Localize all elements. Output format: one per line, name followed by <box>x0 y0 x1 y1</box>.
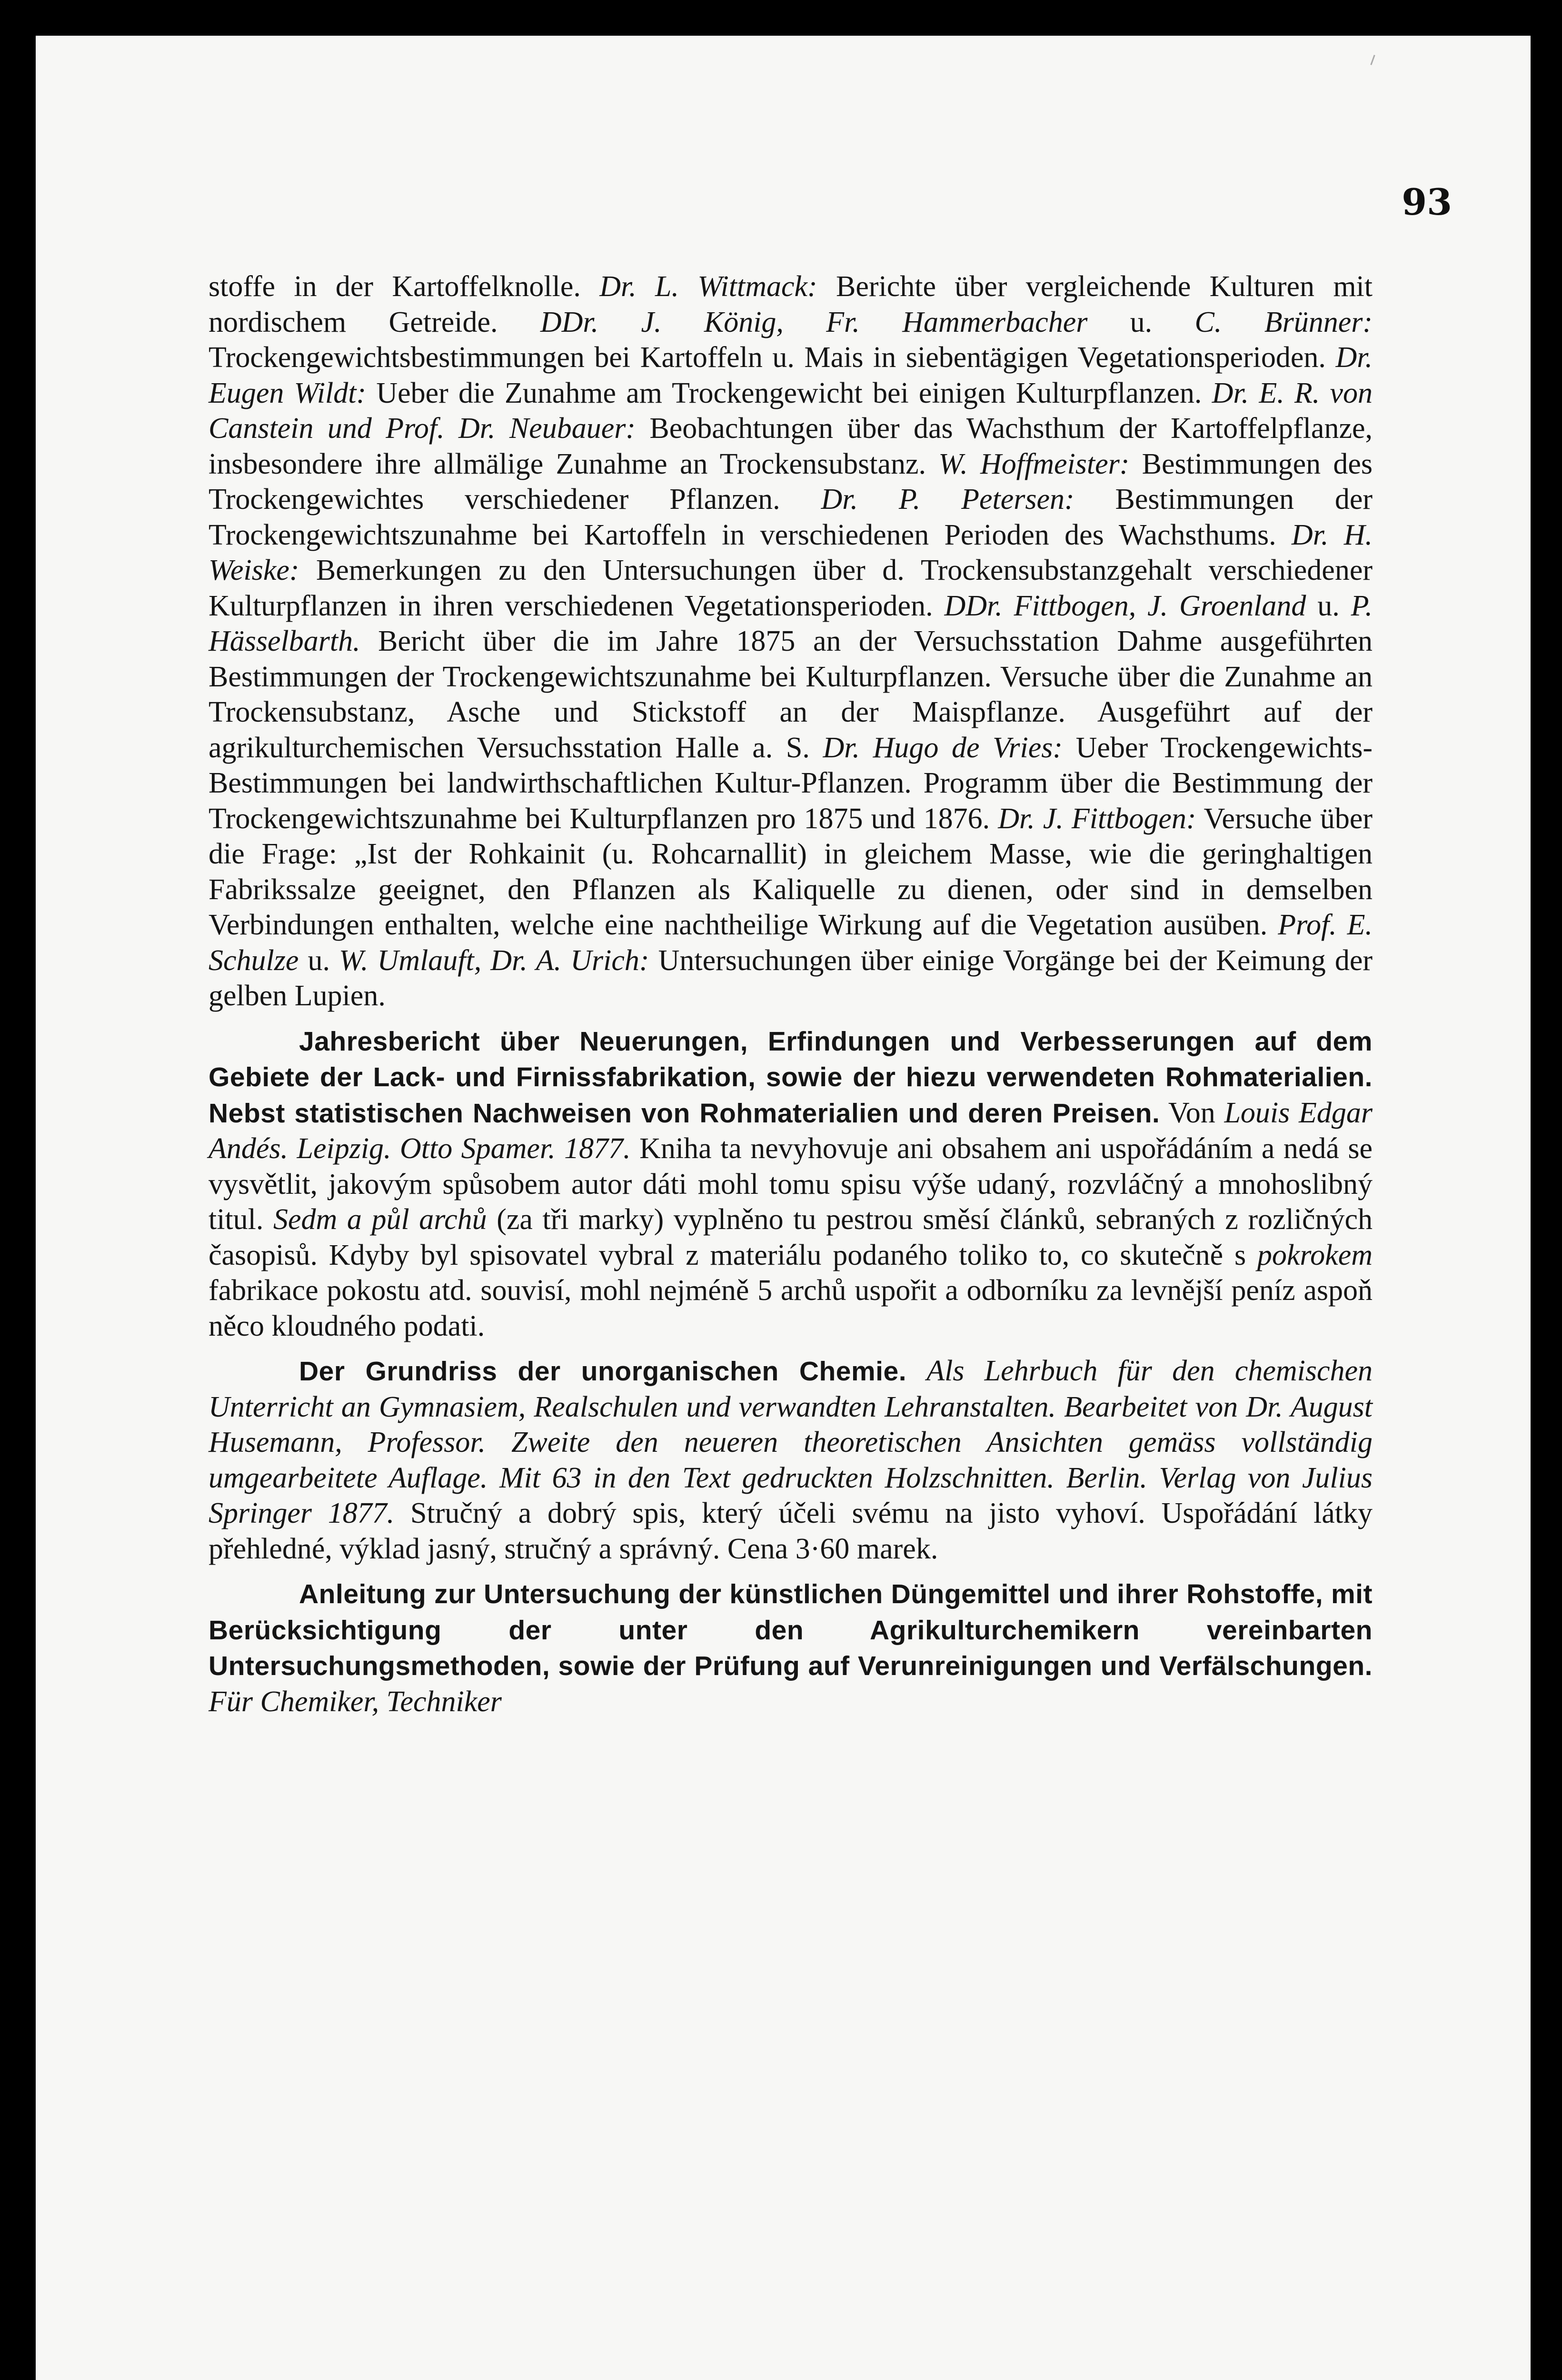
italic-text: Dr. E. R. von Canstein und Prof. Dr. Neubauer: <box>209 377 1373 445</box>
italic-text: Prof. E. Schulze <box>209 909 1373 977</box>
italic-text: Dr. P. Petersen: <box>821 483 1074 516</box>
italic-text: W. Hoffmeister: <box>938 447 1130 480</box>
italic-text: Dr. L. Wittmack: <box>599 270 817 303</box>
body-text: Von <box>1160 1096 1224 1129</box>
body-text: Bericht über die im Jahre 1875 an der Versuchsstation Dahme ausgeführten Bestimmungen der Trockengewichtszunahme bei Kulturpflanzen. Versuche über die Zunahme an Trockensubstanz, Asche und Stickstoff an der Maispflanze. Ausgeführt auf der agrikulturchemischen Versuchsstation Halle a. S. <box>209 625 1373 764</box>
margin-mark <box>1370 55 1375 65</box>
italic-text: Sedm a půl archů <box>273 1203 487 1236</box>
book-page <box>36 36 1531 2380</box>
body-text: u. <box>1087 306 1195 338</box>
bold-title-text: Anleitung zur Untersuchung der künstlichen Düngemittel und ihrer Rohstoffe, mit Berücksichtigung der unter den Agrikulturchemikern vereinbarten Untersuchungsmethoden, sowie der Prüfung auf Verunreinigungen und Verfälschungen. <box>209 1579 1373 1681</box>
body-text: Versuche über die Frage: „Ist der Rohkainit (u. Rohcarnallit) in gleichem Masse, wie die geringhaltigen Fabrikssalze geeignet, den Pflanzen als Kaliquelle zu dienen, oder sind in demselben Verbindungen enthalten, welche eine nachtheilige Wirkung auf die Vegetation ausüben. <box>209 802 1373 941</box>
body-text: Bestimmungen des Trockengewichtes verschiedener Pflanzen. <box>209 447 1373 516</box>
italic-text: DDr. Fittbogen, J. Groenland <box>944 589 1306 622</box>
continuation-paragraph <box>209 269 1373 1014</box>
italic-text: Für Chemiker, Techniker <box>209 1685 502 1718</box>
italic-text: Dr. J. Fittbogen: <box>998 802 1196 835</box>
body-text: Bestimmungen der Trockengewichtszunahme bei Kartoffeln in verschiedenen Perioden des Wachsthums. <box>209 483 1373 551</box>
page-body <box>209 269 1373 1719</box>
body-text: stoffe in der Kartoffelknolle. <box>209 270 600 303</box>
body-text: (za tři marky) vyplněno tu pestrou směsí článků, sebraných z rozličných časopisů. Kdyby byl spisovatel vybral z materiálu podaného toliko to, co skutečně s <box>209 1203 1373 1271</box>
body-text <box>906 1355 926 1387</box>
italic-text: Dr. H. Weiske: <box>209 518 1373 586</box>
review-list <box>209 1023 1373 1720</box>
body-text: Ueber die Zunahme am Trockengewicht bei einigen Kulturpflanzen. <box>366 377 1212 409</box>
body-text: Beobachtungen über das Wachsthum der Kartoffelpflanze, insbesondere ihre allmälige Zunahme an Trockensubstanz. <box>209 412 1373 480</box>
page-number: 93 <box>1402 181 1452 223</box>
body-text: Bemerkungen zu den Untersuchungen über d. Trockensubstanzgehalt verschiedener Kulturpflanzen in ihren verschiedenen Vegetationsperioden. <box>209 554 1373 622</box>
body-text: Berichte über vergleichende Kulturen mit nordischem Getreide. <box>209 270 1373 338</box>
italic-text: P. Hässelbarth. <box>209 589 1373 657</box>
italic-text: Dr. Eugen Wildt: <box>209 341 1373 409</box>
body-text: fabrikace pokostu atd. souvisí, mohl nejméně 5 archů uspořit a odborníku za levnější peníz aspoň něco kloudného podati. <box>209 1274 1373 1342</box>
italic-text: W. Umlauft, Dr. A. Urich: <box>339 944 649 977</box>
body-text: Trockengewichtsbestimmungen bei Kartoffeln u. Mais in siebentägigen Vegetationsperioden. <box>209 341 1336 374</box>
body-text: u. <box>298 944 339 977</box>
bold-title-text: Jahresbericht über Neuerungen, Erfindungen und Verbesserungen auf dem Gebiete der Lack- und Firnissfabrikation, sowie der hiezu verwendeten Rohmaterialien. Nebst statistischen Nachweisen von Rohmaterialien und deren Preisen. <box>209 1026 1373 1129</box>
italic-text: Als Lehrbuch für den chemischen Unterricht an Gymnasiem, Realschulen und verwandten Lehranstalten. Bearbeitet von Dr. August Husemann, Professor. Zweite den neueren theoretischen Ansichten gemäss vollständig umgearbeitete Auflage. Mit 63 in den Text gedruckten Holzschnitten. Berlin. Verlag von Julius Springer 1877. <box>209 1355 1373 1529</box>
italic-text: C. Brünner: <box>1194 306 1373 338</box>
body-text: Stručný a dobrý spis, který účeli svému na jisto vyhoví. Uspořádání látky přehledné, výklad jasný, stručný a správný. Cena 3·60 marek. <box>209 1497 1373 1565</box>
italic-text: pokrokem <box>1257 1239 1373 1271</box>
bold-title-text: Der Grundriss der unorganischen Chemie. <box>299 1356 907 1387</box>
italic-text: Dr. Hugo de Vries: <box>823 731 1063 764</box>
body-text: Kniha ta nevyhovuje ani obsahem ani uspořádáním a nedá se vysvětlit, jakovým spůsobem autor dáti mohl tomu spisu výše udaný, rozvláčný a mnohoslibný titul. <box>209 1132 1373 1236</box>
body-text: Untersuchungen über einige Vorgänge bei der Keimung der gelben Lupien. <box>209 944 1373 1012</box>
body-text: Ueber Trockengewichts-Bestimmungen bei landwirthschaftlichen Kultur-Pflanzen. Programm über die Bestimmung der Trockengewichtszunahme bei Kulturpflanzen pro 1875 und 1876. <box>209 731 1373 835</box>
review-paragraph <box>209 1023 1373 1344</box>
review-paragraph <box>209 1576 1373 1719</box>
italic-text: DDr. J. König, Fr. Hammerbacher <box>540 306 1088 338</box>
body-text: u. <box>1306 589 1351 622</box>
italic-text: Louis Edgar Andés. Leipzig. Otto Spamer. 1877. <box>209 1096 1373 1165</box>
review-paragraph <box>209 1353 1373 1567</box>
